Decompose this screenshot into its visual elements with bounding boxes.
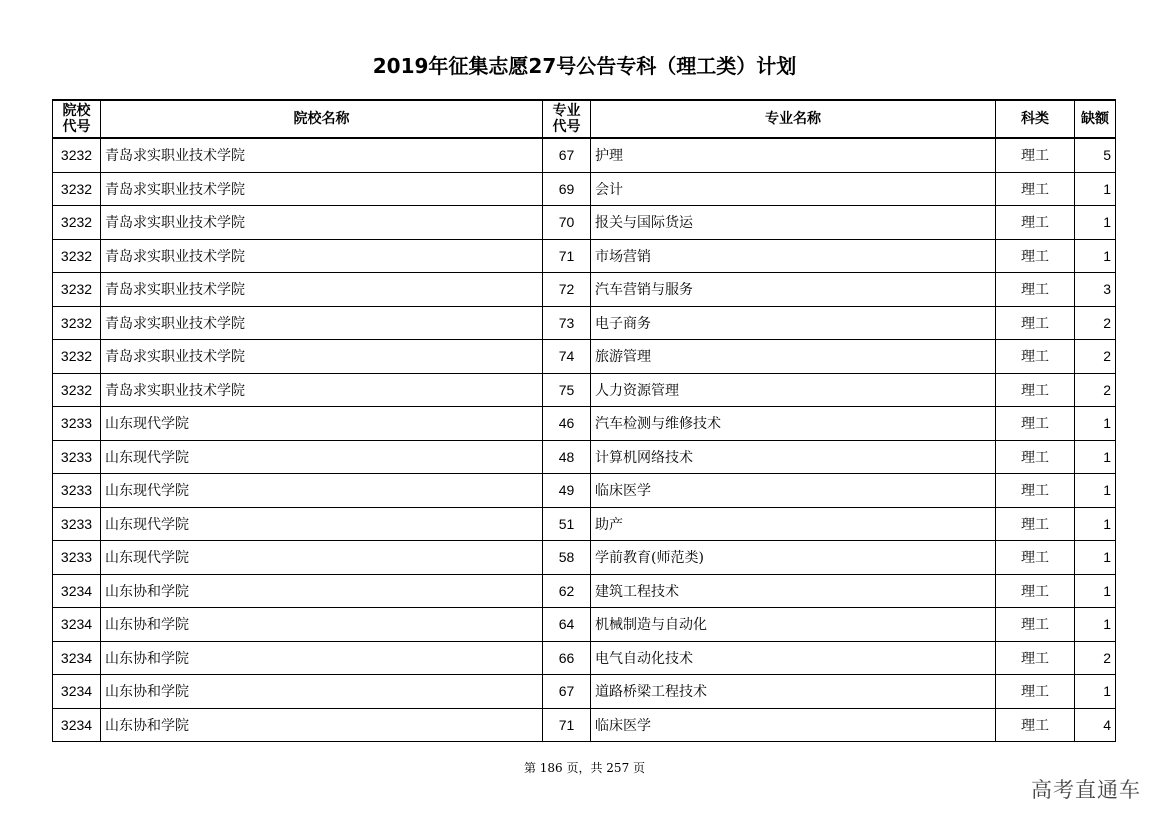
school-name-cell: 山东现代学院 [101, 407, 543, 441]
quota-cell: 1 [1075, 507, 1116, 541]
school-code-cell: 3232 [53, 172, 101, 206]
category-cell: 理工 [996, 239, 1075, 273]
category-cell: 理工 [996, 172, 1075, 206]
major-code-cell: 48 [543, 440, 591, 474]
category-cell: 理工 [996, 306, 1075, 340]
major-code-cell: 46 [543, 407, 591, 441]
school-name-cell: 山东现代学院 [101, 440, 543, 474]
table-row [53, 574, 1116, 608]
major-code-cell: 51 [543, 507, 591, 541]
quota-cell: 1 [1075, 574, 1116, 608]
header-major-code: 专业 代号 [543, 100, 591, 138]
major-name-cell: 旅游管理 [591, 340, 996, 374]
major-name-cell: 汽车检测与维修技术 [591, 407, 996, 441]
table-row [53, 608, 1116, 642]
school-name-cell: 山东协和学院 [101, 574, 543, 608]
major-code-cell: 66 [543, 641, 591, 675]
major-code-cell: 70 [543, 206, 591, 240]
major-code-cell: 64 [543, 608, 591, 642]
major-name-cell: 学前教育(师范类) [591, 541, 996, 575]
school-name-cell: 山东现代学院 [101, 474, 543, 508]
table-row [53, 541, 1116, 575]
school-code-cell: 3233 [53, 474, 101, 508]
quota-cell: 2 [1075, 641, 1116, 675]
category-cell: 理工 [996, 340, 1075, 374]
major-name-cell: 报关与国际货运 [591, 206, 996, 240]
enrollment-plan-table [52, 99, 1116, 742]
school-name-cell: 山东协和学院 [101, 641, 543, 675]
quota-cell: 1 [1075, 407, 1116, 441]
quota-cell: 1 [1075, 541, 1116, 575]
school-name-cell: 青岛求实职业技术学院 [101, 172, 543, 206]
table-row [53, 708, 1116, 742]
major-name-cell: 会计 [591, 172, 996, 206]
table-row [53, 138, 1116, 172]
major-name-cell: 护理 [591, 138, 996, 172]
school-name-cell: 青岛求实职业技术学院 [101, 239, 543, 273]
quota-cell: 1 [1075, 206, 1116, 240]
quota-cell: 2 [1075, 373, 1116, 407]
table-row [53, 273, 1116, 307]
major-name-cell: 计算机网络技术 [591, 440, 996, 474]
quota-cell: 5 [1075, 138, 1116, 172]
table-row [53, 206, 1116, 240]
quota-cell: 1 [1075, 675, 1116, 709]
quota-cell: 1 [1075, 440, 1116, 474]
major-name-cell: 汽车营销与服务 [591, 273, 996, 307]
school-name-cell: 山东现代学院 [101, 541, 543, 575]
major-code-cell: 49 [543, 474, 591, 508]
category-cell: 理工 [996, 641, 1075, 675]
category-cell: 理工 [996, 206, 1075, 240]
school-code-cell: 3233 [53, 507, 101, 541]
quota-cell: 1 [1075, 172, 1116, 206]
school-name-cell: 山东协和学院 [101, 675, 543, 709]
school-name-cell: 山东协和学院 [101, 608, 543, 642]
category-cell: 理工 [996, 373, 1075, 407]
school-name-cell: 山东协和学院 [101, 708, 543, 742]
table-row [53, 306, 1116, 340]
school-name-cell: 青岛求实职业技术学院 [101, 273, 543, 307]
school-code-cell: 3233 [53, 541, 101, 575]
quota-cell: 3 [1075, 273, 1116, 307]
major-name-cell: 市场营销 [591, 239, 996, 273]
school-code-cell: 3232 [53, 373, 101, 407]
major-name-cell: 道路桥梁工程技术 [591, 675, 996, 709]
category-cell: 理工 [996, 708, 1075, 742]
school-code-cell: 3232 [53, 306, 101, 340]
table-row [53, 407, 1116, 441]
table-row [53, 675, 1116, 709]
major-code-cell: 71 [543, 708, 591, 742]
header-category: 科类 [996, 100, 1075, 138]
table-row [53, 172, 1116, 206]
table-body [53, 138, 1116, 742]
school-name-cell: 青岛求实职业技术学院 [101, 373, 543, 407]
major-name-cell: 助产 [591, 507, 996, 541]
school-name-cell: 青岛求实职业技术学院 [101, 138, 543, 172]
school-code-cell: 3233 [53, 407, 101, 441]
major-name-cell: 临床医学 [591, 708, 996, 742]
quota-cell: 2 [1075, 340, 1116, 374]
major-code-cell: 67 [543, 675, 591, 709]
header-major-name: 专业名称 [591, 100, 996, 138]
major-code-cell: 69 [543, 172, 591, 206]
table-row [53, 641, 1116, 675]
page-number-footer: 第 186 页，共 257 页 [523, 761, 646, 775]
major-name-cell: 临床医学 [591, 474, 996, 508]
school-code-cell: 3232 [53, 138, 101, 172]
table-row [53, 440, 1116, 474]
major-code-cell: 72 [543, 273, 591, 307]
table-row [53, 474, 1116, 508]
school-code-cell: 3232 [53, 206, 101, 240]
page-title: 2019年征集志愿27号公告专科（理工类）计划 [372, 54, 797, 78]
category-cell: 理工 [996, 407, 1075, 441]
school-code-cell: 3232 [53, 273, 101, 307]
school-name-cell: 山东现代学院 [101, 507, 543, 541]
quota-cell: 1 [1075, 608, 1116, 642]
major-code-cell: 58 [543, 541, 591, 575]
major-name-cell: 建筑工程技术 [591, 574, 996, 608]
major-code-cell: 74 [543, 340, 591, 374]
table-row [53, 239, 1116, 273]
school-code-cell: 3232 [53, 239, 101, 273]
category-cell: 理工 [996, 440, 1075, 474]
major-name-cell: 电子商务 [591, 306, 996, 340]
category-cell: 理工 [996, 675, 1075, 709]
table-header-row [53, 100, 1116, 138]
category-cell: 理工 [996, 507, 1075, 541]
school-code-cell: 3233 [53, 440, 101, 474]
quota-cell: 1 [1075, 239, 1116, 273]
category-cell: 理工 [996, 474, 1075, 508]
quota-cell: 1 [1075, 474, 1116, 508]
school-code-cell: 3234 [53, 574, 101, 608]
school-code-cell: 3234 [53, 708, 101, 742]
school-name-cell: 青岛求实职业技术学院 [101, 306, 543, 340]
table-row [53, 373, 1116, 407]
table-row [53, 507, 1116, 541]
quota-cell: 4 [1075, 708, 1116, 742]
quota-cell: 2 [1075, 306, 1116, 340]
school-code-cell: 3232 [53, 340, 101, 374]
major-code-cell: 67 [543, 138, 591, 172]
school-name-cell: 青岛求实职业技术学院 [101, 340, 543, 374]
school-code-cell: 3234 [53, 608, 101, 642]
table-row [53, 340, 1116, 374]
school-code-cell: 3234 [53, 641, 101, 675]
category-cell: 理工 [996, 574, 1075, 608]
category-cell: 理工 [996, 608, 1075, 642]
major-code-cell: 75 [543, 373, 591, 407]
major-name-cell: 人力资源管理 [591, 373, 996, 407]
watermark: 高考直通车 [1031, 778, 1141, 802]
major-code-cell: 73 [543, 306, 591, 340]
major-code-cell: 71 [543, 239, 591, 273]
header-school-code: 院校 代号 [53, 100, 101, 138]
category-cell: 理工 [996, 138, 1075, 172]
major-name-cell: 电气自动化技术 [591, 641, 996, 675]
header-quota: 缺额 [1075, 100, 1116, 138]
major-name-cell: 机械制造与自动化 [591, 608, 996, 642]
school-code-cell: 3234 [53, 675, 101, 709]
major-code-cell: 62 [543, 574, 591, 608]
category-cell: 理工 [996, 541, 1075, 575]
school-name-cell: 青岛求实职业技术学院 [101, 206, 543, 240]
category-cell: 理工 [996, 273, 1075, 307]
header-school-name: 院校名称 [101, 100, 543, 138]
